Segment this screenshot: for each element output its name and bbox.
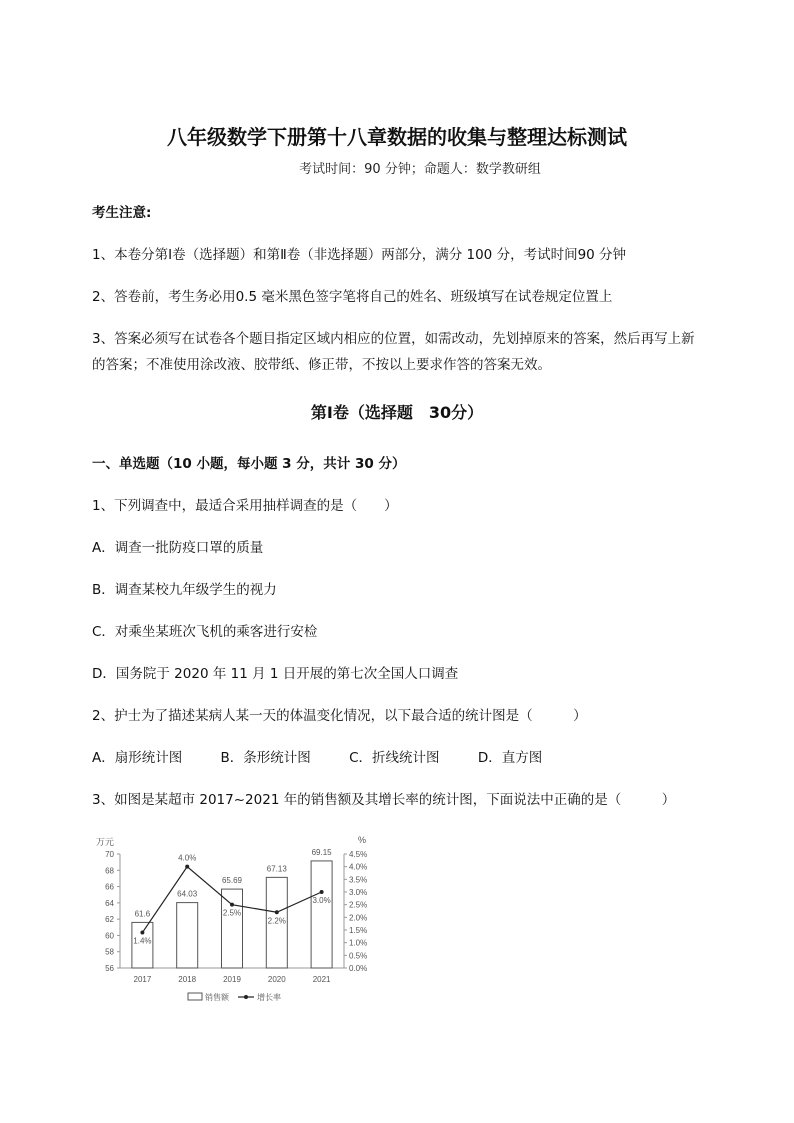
growth-rate-point xyxy=(320,890,324,894)
right-tick-label: 2.0% xyxy=(349,913,368,923)
growth-rate-point xyxy=(140,931,144,935)
bar-data-label: 64.03 xyxy=(177,889,198,899)
right-tick-label: 2.5% xyxy=(349,900,368,910)
growth-rate-label: 3.0% xyxy=(312,896,331,905)
bar-data-label: 67.13 xyxy=(266,864,287,874)
left-axis-title: 万元 xyxy=(96,837,115,847)
growth-rate-label: 1.4% xyxy=(133,936,152,946)
question-1-option-b: B．调查某校九年级学生的视力 xyxy=(92,582,277,598)
question-3-stem: 3、如图是某超市 2017~2021 年的销售额及其增长率的统计图，下面说法中正确的是（ ） xyxy=(92,792,676,808)
question-1-stem: 1、下列调查中，最适合采用抽样调查的是（ ） xyxy=(92,498,398,514)
x-tick-label: 2019 xyxy=(223,975,241,984)
question-2-option-d: D．直方图 xyxy=(477,750,543,766)
question-1-option-c: C．对乘坐某班次飞机的乘客进行安检 xyxy=(92,624,318,640)
question-2-option-b: B．条形统计图 xyxy=(220,750,311,766)
question-2-options xyxy=(92,746,576,766)
legend-bar-swatch xyxy=(188,993,202,1000)
legend-bar-label: 销售额 xyxy=(205,993,229,1002)
left-tick-label: 60 xyxy=(105,931,114,941)
right-tick-label: 1.0% xyxy=(349,938,368,948)
note-item-3: 3、答案必须写在试卷各个题目指定区域内相应的位置，如需改动，先划掉原来的答案，然后再写上新 xyxy=(92,331,695,347)
right-tick-label: 4.5% xyxy=(349,850,368,859)
x-tick-label: 2020 xyxy=(267,975,286,984)
note-item-1: 1、本卷分第Ⅰ卷（选择题）和第Ⅱ卷（非选择题）两部分，满分 100 分，考试时间90 分钟 xyxy=(92,247,627,263)
question-2-option-c: C．折线统计图 xyxy=(349,750,440,766)
question-2-stem: 2、护士为了描述某病人某一天的体温变化情况，以下最合适的统计图是（ ） xyxy=(92,708,587,724)
note-item-3-cont: 的答案；不准使用涂改液、胶带纸、修正带，不按以上要求作答的答案无效。 xyxy=(92,357,551,373)
growth-rate-label: 2.5% xyxy=(222,908,242,918)
left-tick-label: 68 xyxy=(105,866,114,876)
section-heading: 一、单选题（10 小题，每小题 3 分，共计 30 分） xyxy=(92,456,406,472)
left-tick-label: 58 xyxy=(105,947,114,957)
question-1-option-a: A．调查一批防疫口罩的质量 xyxy=(92,540,264,556)
question-2-option-a: A．扇形统计图 xyxy=(92,750,183,766)
exam-subtitle: 考试时间：90 分钟；命题人：数学教研组 xyxy=(299,162,541,177)
right-tick-label: 4.0% xyxy=(349,862,368,872)
growth-rate-point xyxy=(275,910,279,914)
right-axis-title: % xyxy=(358,835,367,845)
exam-title: 八年级数学下册第十八章数据的收集与整理达标测试 xyxy=(167,125,627,149)
x-tick-label: 2021 xyxy=(312,975,331,984)
bar-sales xyxy=(311,861,332,968)
growth-rate-label: 4.0% xyxy=(178,853,197,863)
right-tick-label: 1.5% xyxy=(349,926,368,935)
bar-data-label: 65.69 xyxy=(221,876,243,886)
bar-data-label: 69.15 xyxy=(311,847,332,857)
note-item-2: 2、答卷前，考生务必用0.5 毫米黑色签字笔将自己的姓名、班级填写在试卷规定位置上 xyxy=(92,289,613,305)
right-tick-label: 0.5% xyxy=(349,951,368,961)
bar-data-label: 61.6 xyxy=(134,909,151,919)
legend-line-label: 增长率 xyxy=(257,993,281,1002)
legend-line-marker xyxy=(244,995,248,999)
growth-rate-point xyxy=(230,903,234,907)
question-1-option-d: D．国务院于 2020 年 11 月 1 日开展的第七次全国人口调查 xyxy=(92,666,459,682)
left-tick-label: 70 xyxy=(105,850,114,859)
left-tick-label: 56 xyxy=(105,964,114,973)
bar-sales xyxy=(222,889,243,968)
notes-heading: 考生注意: xyxy=(92,205,152,221)
growth-rate-label: 2.2% xyxy=(267,916,286,926)
left-tick-label: 62 xyxy=(105,915,114,925)
right-tick-label: 0.0% xyxy=(349,964,368,973)
right-tick-label: 3.0% xyxy=(349,888,368,897)
growth-rate-point xyxy=(185,865,189,869)
x-tick-label: 2017 xyxy=(133,975,152,984)
right-tick-label: 3.5% xyxy=(349,875,368,885)
part1-title: 第Ⅰ卷（选择题 30分） xyxy=(310,403,484,422)
x-tick-label: 2018 xyxy=(178,975,197,984)
left-tick-label: 64 xyxy=(105,898,114,908)
left-tick-label: 66 xyxy=(105,882,114,892)
sales-growth-chart xyxy=(92,832,382,1012)
bar-sales xyxy=(177,903,198,968)
